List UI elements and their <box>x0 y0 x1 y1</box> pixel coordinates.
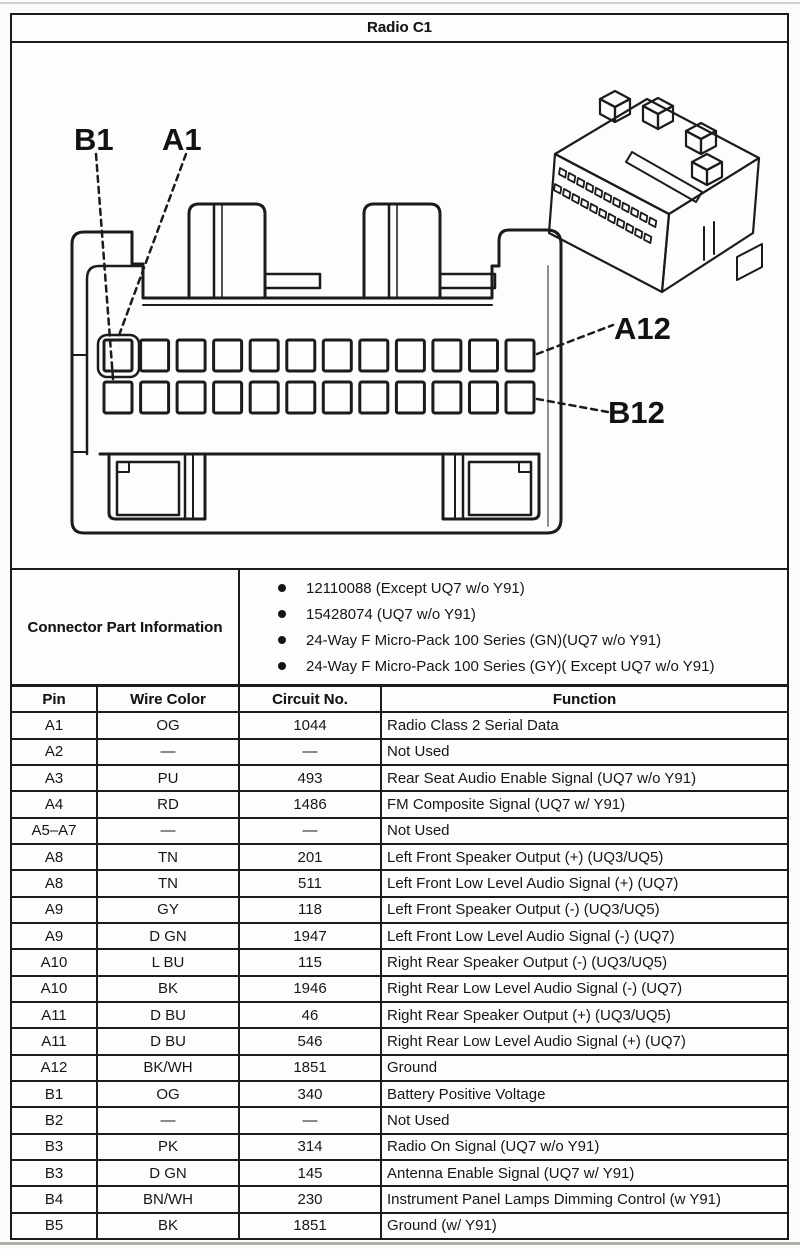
table-row <box>12 977 787 1003</box>
pin-cavity <box>141 340 169 371</box>
part-info-item <box>278 627 787 653</box>
terminal-hole <box>635 229 642 239</box>
part-info-item-text: 15428074 (UQ7 w/o Y91) <box>306 605 476 623</box>
table-cell: 230 <box>240 1187 382 1211</box>
table-cell: Antenna Enable Signal (UQ7 w/ Y91) <box>387 1164 635 1182</box>
pin-cavity <box>506 340 534 371</box>
table-cell: 118 <box>240 898 382 922</box>
table-cell: 1851 <box>240 1214 382 1238</box>
terminal-hole <box>595 188 602 198</box>
leader-lines <box>96 154 613 412</box>
table-cell: 46 <box>240 1003 382 1027</box>
table-cell: 145 <box>240 1161 382 1185</box>
terminal-hole <box>649 218 656 228</box>
table-cell: OG <box>98 713 240 737</box>
terminal-hole <box>572 194 579 204</box>
table-cell: A11 <box>12 1003 98 1027</box>
terminal-hole <box>577 178 584 188</box>
lock-tab-face <box>643 106 658 129</box>
table-cell: Radio On Signal (UQ7 w/o Y91) <box>387 1138 600 1156</box>
table-cell: Battery Positive Voltage <box>387 1085 546 1103</box>
part-info-item-text: 24-Way F Micro-Pack 100 Series (GY)( Except UQ7 w/o Y91) <box>306 657 715 675</box>
pin-cavity <box>396 340 424 371</box>
table-row <box>12 898 787 924</box>
table-row <box>12 871 787 897</box>
table-cell: OG <box>98 1082 240 1106</box>
pin-cavity <box>214 382 242 413</box>
column-header: Pin <box>12 687 98 711</box>
top-latch-tab-right <box>364 204 495 298</box>
leader-line-a1 <box>118 154 186 338</box>
terminal-hole <box>640 213 647 223</box>
connector-3d-lock-tabs <box>600 91 722 185</box>
table-cell: Left Front Speaker Output (-) (UQ3/UQ5) <box>387 901 660 919</box>
table-row <box>12 1135 787 1161</box>
table-cell: Not Used <box>387 743 450 761</box>
table-cell: A4 <box>12 792 98 816</box>
table-cell: 546 <box>240 1029 382 1053</box>
terminal-hole <box>568 173 575 183</box>
pin-cavity <box>250 340 278 371</box>
column-header: Circuit No. <box>240 687 382 711</box>
table-row <box>12 1214 787 1238</box>
table-cell: — <box>98 1108 240 1132</box>
table-header-row <box>12 687 787 713</box>
terminal-hole <box>559 168 566 178</box>
table-cell: A10 <box>12 950 98 974</box>
table-cell: D BU <box>98 1003 240 1027</box>
part-info-item <box>278 575 787 601</box>
pin-cavity <box>104 340 132 371</box>
pin-cavity <box>287 382 315 413</box>
pin-cavity <box>323 382 351 413</box>
terminal-hole <box>604 193 611 203</box>
table-cell: A10 <box>12 977 98 1001</box>
table-cell: Right Rear Low Level Audio Signal (-) (UQ7) <box>387 980 683 998</box>
pin-label-a12: A12 <box>614 311 671 346</box>
table-row <box>12 740 787 766</box>
table-cell: Left Front Low Level Audio Signal (-) (UQ7) <box>387 927 675 945</box>
top-latch-tab-left <box>189 204 320 298</box>
table-cell: BK/WH <box>98 1056 240 1080</box>
table-cell: PK <box>98 1135 240 1159</box>
table-cell: Right Rear Speaker Output (-) (UQ3/UQ5) <box>387 953 668 971</box>
table-cell: Right Rear Speaker Output (+) (UQ3/UQ5) <box>387 1006 671 1024</box>
terminal-hole <box>608 214 615 224</box>
table-cell: Radio Class 2 Serial Data <box>387 716 559 734</box>
pin-cavity <box>287 340 315 371</box>
pin-cavity <box>323 340 351 371</box>
lock-tab-face <box>686 123 716 139</box>
column-header: Function <box>552 690 617 708</box>
table-cell: 1947 <box>240 924 382 948</box>
table-cell: A11 <box>12 1029 98 1053</box>
table-cell: 1946 <box>240 977 382 1001</box>
table-cell: 1486 <box>240 792 382 816</box>
table-row <box>12 1082 787 1108</box>
table-cell: B5 <box>12 1214 98 1238</box>
table-cell: A9 <box>12 924 98 948</box>
connector-part-information-label: Connector Part Information <box>12 570 240 684</box>
table-cell: — <box>98 819 240 843</box>
bullet-icon <box>278 636 286 644</box>
table-row <box>12 766 787 792</box>
table-cell: B2 <box>12 1108 98 1132</box>
lock-tab-face <box>692 162 707 185</box>
table-cell: A8 <box>12 871 98 895</box>
part-info-item-text: 24-Way F Micro-Pack 100 Series (GN)(UQ7 w/o Y91) <box>306 631 662 649</box>
table-cell: 314 <box>240 1135 382 1159</box>
terminal-hole <box>622 203 629 213</box>
table-cell: B3 <box>12 1161 98 1185</box>
pin-label-a1: A1 <box>162 122 202 157</box>
table-cell: BK <box>98 977 240 1001</box>
table-cell: TN <box>98 845 240 869</box>
terminal-hole <box>626 224 633 234</box>
table-cell: 201 <box>240 845 382 869</box>
table-row <box>12 1187 787 1213</box>
table-cell: A5–A7 <box>12 819 98 843</box>
table-cell: PU <box>98 766 240 790</box>
lock-tab-face <box>658 106 673 129</box>
table-cell: Left Front Speaker Output (+) (UQ3/UQ5) <box>387 848 664 866</box>
table-cell: GY <box>98 898 240 922</box>
pin-cavity <box>470 382 498 413</box>
terminal-hole <box>631 208 638 218</box>
content-frame <box>10 13 789 1240</box>
terminal-hole <box>590 204 597 214</box>
table-cell: D BU <box>98 1029 240 1053</box>
bullet-icon <box>278 610 286 618</box>
lock-tab-face <box>686 131 701 154</box>
table-cell: BK <box>98 1214 240 1238</box>
terminal-hole <box>644 234 651 244</box>
pin-cavity <box>506 382 534 413</box>
bottom-latch-right <box>443 454 539 519</box>
pin-cavity <box>177 340 205 371</box>
table-cell: Not Used <box>387 822 450 840</box>
table-row <box>12 1108 787 1134</box>
table-cell: 1851 <box>240 1056 382 1080</box>
pin-cavity <box>433 382 461 413</box>
table-cell: 493 <box>240 766 382 790</box>
terminal-hole <box>586 183 593 193</box>
table-cell: — <box>240 819 382 843</box>
table-cell: A12 <box>12 1056 98 1080</box>
table-cell: A2 <box>12 740 98 764</box>
table-cell: D GN <box>98 1161 240 1185</box>
part-info-item <box>278 653 787 679</box>
table-cell: 1044 <box>240 713 382 737</box>
terminal-hole <box>581 199 588 209</box>
table-cell: Instrument Panel Lamps Dimming Control (w Y91) <box>387 1190 722 1208</box>
connector-3d-illustration <box>549 91 762 292</box>
pin-table <box>12 687 787 1238</box>
table-cell: Ground (w/ Y91) <box>387 1217 497 1235</box>
lock-tab-face <box>692 154 722 170</box>
table-row <box>12 713 787 739</box>
terminal-hole <box>617 219 624 229</box>
part-info-item-text: 12110088 (Except UQ7 w/o Y91) <box>306 579 525 597</box>
pin-cavity <box>396 382 424 413</box>
lock-tab-face <box>600 91 630 107</box>
page-top-rule <box>0 2 800 4</box>
table-cell: L BU <box>98 950 240 974</box>
table-cell: Ground <box>387 1059 438 1077</box>
table-cell: B4 <box>12 1187 98 1211</box>
terminal-hole <box>599 209 606 219</box>
pin-cavity <box>360 340 388 371</box>
bullet-icon <box>278 584 286 592</box>
pin-cavity <box>104 382 132 413</box>
terminal-hole <box>613 198 620 208</box>
connector-part-information-section <box>12 570 787 687</box>
table-cell: A3 <box>12 766 98 790</box>
pin-cavity <box>250 382 278 413</box>
table-cell: Right Rear Low Level Audio Signal (+) (UQ7) <box>387 1032 686 1050</box>
connector-diagram-svg <box>12 43 791 568</box>
table-row <box>12 1056 787 1082</box>
body-left-ticks <box>72 355 87 452</box>
bottom-latch-left <box>109 454 205 519</box>
pin-label-b1: B1 <box>74 122 114 157</box>
table-cell: A8 <box>12 845 98 869</box>
pin-grid <box>104 340 534 413</box>
table-cell: FM Composite Signal (UQ7 w/ Y91) <box>387 795 626 813</box>
part-info-item <box>278 601 787 627</box>
table-row <box>12 950 787 976</box>
column-header: Wire Color <box>98 687 240 711</box>
pin-cavity <box>177 382 205 413</box>
connector-diagram <box>12 43 787 570</box>
table-row <box>12 1029 787 1055</box>
pin-cavity <box>141 382 169 413</box>
terminal-hole <box>554 184 561 194</box>
table-cell: A9 <box>12 898 98 922</box>
table-cell: — <box>240 740 382 764</box>
table-cell: Rear Seat Audio Enable Signal (UQ7 w/o Y91) <box>387 769 697 787</box>
pin-cavity <box>470 340 498 371</box>
connector-part-information-list <box>240 570 787 684</box>
table-cell: — <box>240 1108 382 1132</box>
pin-label-b12: B12 <box>608 395 665 430</box>
table-row <box>12 819 787 845</box>
table-row <box>12 845 787 871</box>
table-cell: 115 <box>240 950 382 974</box>
page-title: Radio C1 <box>12 15 787 43</box>
table-cell: RD <box>98 792 240 816</box>
table-cell: Not Used <box>387 1111 450 1129</box>
terminal-hole <box>563 189 570 199</box>
table-row <box>12 792 787 818</box>
bullet-icon <box>278 662 286 670</box>
table-cell: TN <box>98 871 240 895</box>
table-cell: D GN <box>98 924 240 948</box>
table-cell: A1 <box>12 713 98 737</box>
table-cell: BN/WH <box>98 1187 240 1211</box>
table-cell: — <box>98 740 240 764</box>
pin-cavity <box>214 340 242 371</box>
table-cell: 511 <box>240 871 382 895</box>
pin-cavity <box>433 340 461 371</box>
table-cell: 340 <box>240 1082 382 1106</box>
table-cell: B1 <box>12 1082 98 1106</box>
table-cell: B3 <box>12 1135 98 1159</box>
table-row <box>12 924 787 950</box>
table-row <box>12 1161 787 1187</box>
table-row <box>12 1003 787 1029</box>
page-bottom-rule <box>0 1242 800 1245</box>
pin-cavity <box>360 382 388 413</box>
table-cell: Left Front Low Level Audio Signal (+) (UQ7) <box>387 874 679 892</box>
